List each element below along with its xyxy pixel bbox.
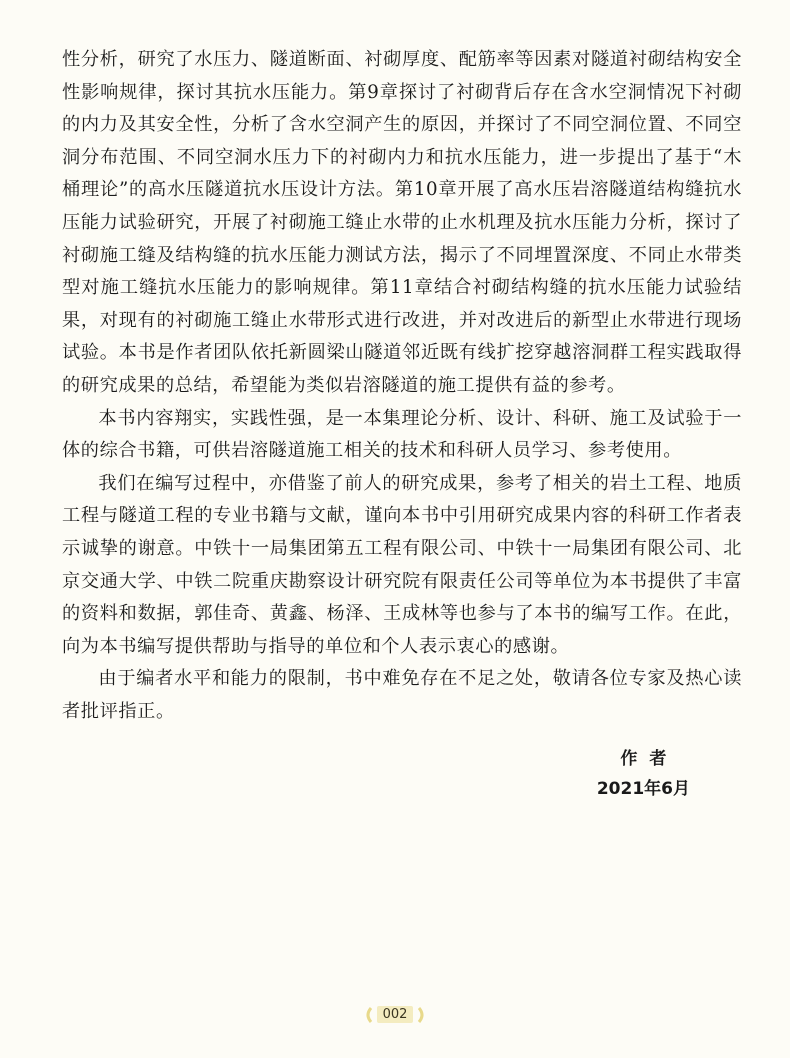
- paragraph-disclaimer: 由于编者水平和能力的限制，书中难免存在不足之处，敬请各位专家及热心读者批评指正。: [62, 668, 742, 722]
- page-number: 002: [377, 1006, 414, 1023]
- paragraph-content-summary: 本书内容翔实，实践性强，是一本集理论分析、设计、科研、施工及试验于一体的综合书籍，可供岩溶隧道施工相关的技术和科研人员学习、参考使用。: [62, 407, 742, 462]
- left-ornament-icon: [363, 1007, 373, 1023]
- paragraph-continued: 性分析，研究了水压力、隧道断面、衬砌厚度、配筋率等因素对隧道衬砌结构安全性影响规律，探讨其抗水压能力。第9章探讨了衬砌背后存在含水空洞情况下衬砌的内力及其安全性，分析了含水空洞产生的原因，并探讨了不同空洞位置、不同空洞分布范围、不同空洞水压力下的衬砌内力和抗水压能力，进一步提出了基于“木桶理论”的高水压隧道抗水压设计方法。第10章开展了高水压岩溶隧道结构缝抗水压能力试验研究，开展了衬砌施工缝止水带的止水机理及抗水压能力分析，探讨了衬砌施工缝及结构缝的抗水压能力测试方法，揭示了不同埋置深度、不同止水带类型对施工缝抗水压能力的影响规律。第11章结合衬砌结构缝的抗水压能力试验结果，对现有的衬砌施工缝止水带形式进行改进，并对改进后的新型止水带进行现场试验。本书是作者团队依托新圆梁山隧道邻近既有线扩挖穿越溶洞群工程实践取得的研究成果的总结，希望能为类似岩溶隧道的施工提供有益的参考。: [62, 49, 742, 396]
- signature-date: 2021年6月: [596, 779, 690, 799]
- right-ornament-icon: [417, 1007, 427, 1023]
- page-number-wrap: [363, 1006, 428, 1023]
- page-number-footer: [0, 1006, 790, 1027]
- signature-block: [597, 744, 690, 804]
- paragraph-acknowledgement: 我们在编写过程中，亦借鉴了前人的研究成果，参考了相关的岩土工程、地质工程与隧道工程的专业书籍与文献，谨向本书中引用研究成果内容的科研工作者表示诚挚的谢意。中铁十一局集团第五工程有限公司、中铁十一局集团有限公司、北京交通大学、中铁二院重庆勘察设计研究院有限责任公司等单位为本书提供了丰富的资料和数据，郭佳奇、黄鑫、杨泽、王成林等也参与了本书的编写工作。在此，向为本书编写提供帮助与指导的单位和个人表示衷心的感谢。: [62, 472, 742, 657]
- signature-author: 作者: [620, 749, 679, 769]
- document-body: [62, 44, 742, 728]
